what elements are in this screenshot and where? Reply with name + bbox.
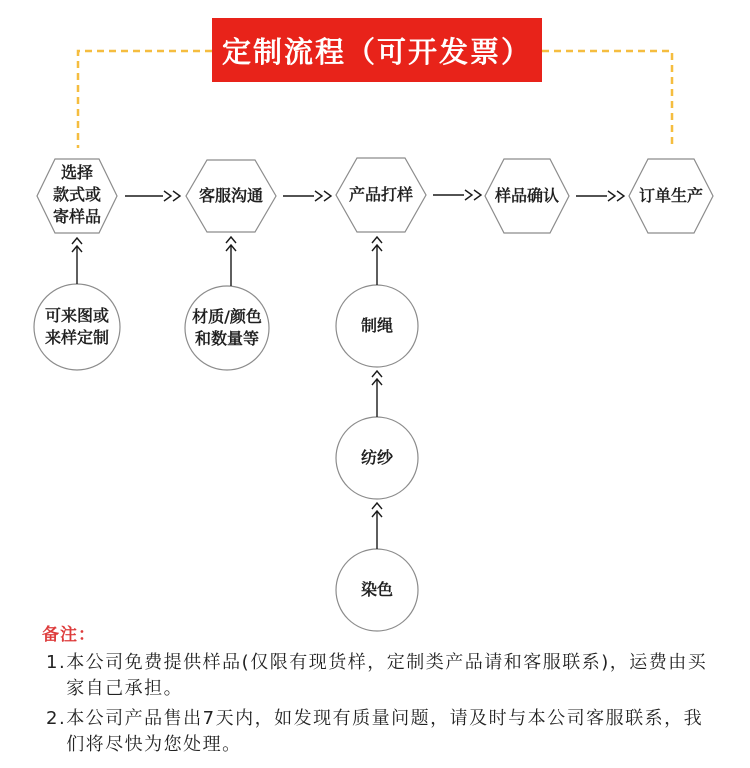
note-text: 本公司产品售出7天内，如发现有质量问题，请及时与本公司客服联系，我们将尽快为您处理。 xyxy=(66,708,704,755)
arrow-step3-step4 xyxy=(433,190,481,200)
hexagon-step-1 xyxy=(37,159,117,233)
circle-input-4 xyxy=(336,417,418,499)
circle-input-2 xyxy=(185,286,269,370)
note-item xyxy=(46,706,718,758)
step-label-product-sample: 产品打样 xyxy=(348,185,413,204)
hexagon-step-3 xyxy=(336,158,426,232)
step-label-customer-service: 客服沟通 xyxy=(198,186,263,205)
input-label-drawing-sample: 可来图或 来样定制 xyxy=(44,306,109,347)
circle-input-1 xyxy=(34,284,120,370)
notes-heading: 备注： xyxy=(42,625,96,645)
input-label-rope-making: 制绳 xyxy=(360,316,393,335)
arrow-step4-step5 xyxy=(576,191,624,201)
step-label-choose-style: 选择 款式或 寄样品 xyxy=(52,163,101,226)
step-label-sample-confirm: 样品确认 xyxy=(494,186,559,205)
arrow-input5-input4 xyxy=(372,503,382,549)
hexagon-step-4 xyxy=(485,159,569,233)
step-label-order-production: 订单生产 xyxy=(638,186,703,205)
page-title: 定制流程（可开发票） xyxy=(221,34,532,69)
arrow-step2-step3 xyxy=(283,191,331,201)
note-number: 2. xyxy=(46,708,67,729)
note-number: 1. xyxy=(46,652,67,673)
input-label-dyeing: 染色 xyxy=(360,580,393,599)
arrow-input1-step1 xyxy=(72,238,82,284)
hexagon-step-5 xyxy=(629,159,713,233)
circle-input-3 xyxy=(336,285,418,367)
circle-input-5 xyxy=(336,549,418,631)
title-banner xyxy=(212,18,542,82)
arrow-step1-step2 xyxy=(125,191,180,201)
dashed-connector-left xyxy=(78,51,212,148)
dashed-connector-right xyxy=(542,51,672,148)
input-label-material-color-qty: 材质/颜色 和数量等 xyxy=(192,307,262,348)
input-label-spinning: 纺纱 xyxy=(360,448,393,467)
note-item xyxy=(46,650,718,702)
hexagon-step-2 xyxy=(186,160,276,232)
notes-list xyxy=(46,650,718,762)
note-text: 本公司免费提供样品(仅限有现货样，定制类产品请和客服联系)，运费由买家自己承担。 xyxy=(66,652,708,699)
arrow-input3-step3 xyxy=(372,237,382,285)
arrow-input2-step2 xyxy=(226,237,236,286)
arrow-input4-input3 xyxy=(372,371,382,417)
